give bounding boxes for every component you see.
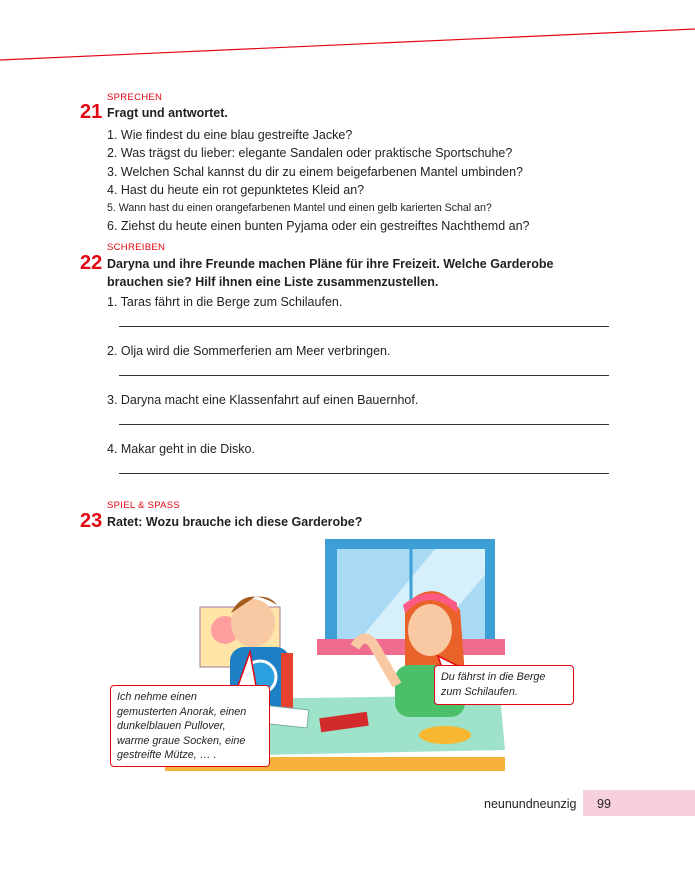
exercise-number-22: 22	[80, 252, 103, 274]
speech-bubble-left	[110, 685, 270, 767]
speech-bubble-right	[434, 665, 574, 705]
answer-line[interactable]	[119, 326, 609, 327]
page-number: 99	[597, 797, 611, 811]
bubble-left-tail	[220, 648, 270, 688]
exercise-23-title: Ratet: Wozu brauche ich diese Garderobe?	[107, 515, 363, 529]
task-item: 3. Daryna macht eine Klassenfahrt auf einen Bauernhof.	[107, 393, 419, 407]
question-item: 3. Welchen Schal kannst du dir zu einem beigefarbenen Mantel umbinden?	[107, 164, 524, 179]
exercise-number-21: 21	[80, 101, 103, 123]
answer-line[interactable]	[119, 375, 609, 376]
question-item: 5. Wann hast du einen orangefarbenen Mantel und einen gelb karierten Schal an?	[107, 202, 492, 215]
exercise-22-title-line: brauchen sie? Hilf ihnen eine Liste zusammenzustellen.	[107, 275, 439, 289]
answer-line[interactable]	[119, 473, 609, 474]
section-label-sprechen: SPRECHEN	[107, 92, 163, 103]
bubble-line: gemusterten Anorak, einen	[117, 705, 247, 718]
exercise-number-23: 23	[80, 510, 103, 532]
bubble-line: Du fährst in die Berge	[441, 671, 546, 683]
task-item: 1. Taras fährt in die Berge zum Schilaufen.	[107, 295, 343, 309]
section-label-schreiben: SCHREIBEN	[107, 242, 166, 253]
section-label-spiel-spass: SPIEL & SPASS	[107, 500, 181, 511]
bubble-line: Ich nehme einen	[117, 691, 197, 703]
question-list	[107, 126, 530, 236]
bubble-line: zum Schilaufen.	[441, 685, 518, 698]
exercise-22-title	[107, 255, 577, 291]
page-number-word: neunundneunzig	[484, 797, 577, 811]
answer-line[interactable]	[119, 424, 609, 425]
bubble-line: warme graue Socken, eine	[117, 734, 246, 747]
bubble-line: gestreifte Mütze, … .	[117, 749, 217, 761]
question-item: 2. Was trägst du lieber: elegante Sandalen oder praktische Sportschuhe?	[107, 146, 513, 161]
question-item: 6. Ziehst du heute einen bunten Pyjama oder ein gestreiftes Nachthemd an?	[107, 219, 530, 234]
task-item: 4. Makar geht in die Disko.	[107, 442, 255, 456]
question-item: 1. Wie findest du eine blau gestreifte Jacke?	[107, 128, 353, 142]
top-red-rule	[0, 0, 695, 70]
question-item: 4. Hast du heute ein rot gepunktetes Kleid an?	[107, 182, 365, 197]
bubble-line: dunkelblauen Pullover,	[117, 720, 226, 732]
exercise-21-title: Fragt und antwortet.	[107, 106, 228, 120]
task-item: 2. Olja wird die Sommerferien am Meer verbringen.	[107, 344, 391, 358]
exercise-22-title-line: Daryna und ihre Freunde machen Pläne für ihre Freizeit. Welche Garderobe	[107, 257, 554, 271]
